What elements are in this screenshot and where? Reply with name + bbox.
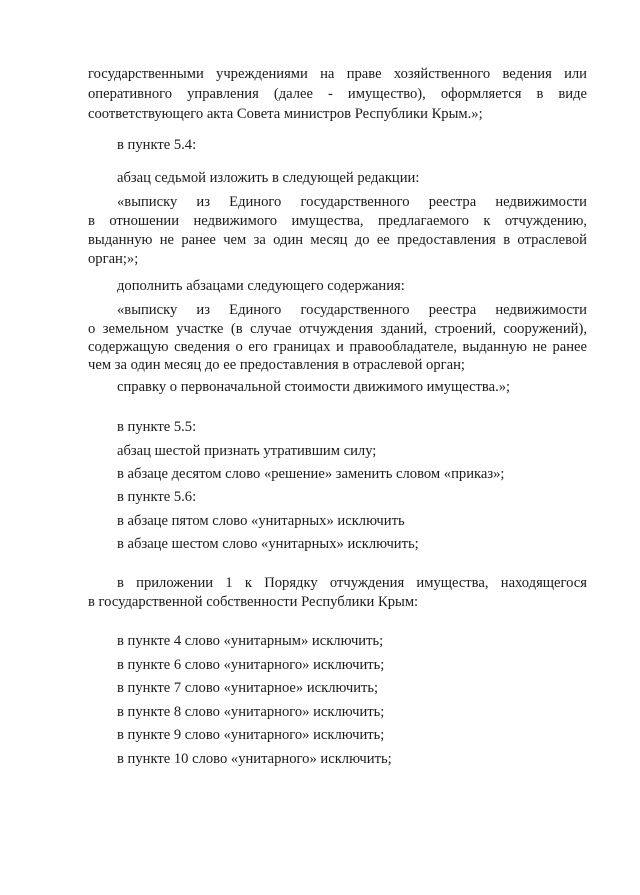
text-line: орган;»; bbox=[88, 251, 139, 267]
text-line: в пункте 9 слово «унитарного» исключить; bbox=[117, 727, 385, 743]
text-line: государственными учреждениями на праве хозяйственного ведения или bbox=[88, 66, 587, 82]
text-line: в пункте 7 слово «унитарное» исключить; bbox=[117, 680, 379, 696]
text-line: в абзаце шестом слово «унитарных» исключить; bbox=[117, 536, 419, 552]
text-line: выданную не ранее чем за один месяц до ее предоставления в отраслевой bbox=[88, 232, 587, 248]
text-line: в пункте 8 слово «унитарного» исключить; bbox=[117, 704, 385, 720]
text-line: в пункте 5.4: bbox=[117, 137, 197, 153]
text-line: в пункте 5.6: bbox=[117, 489, 197, 505]
text-line: соответствующего акта Совета министров Республики Крым.»; bbox=[88, 106, 483, 122]
text-line: в пункте 4 слово «унитарным» исключить; bbox=[117, 633, 384, 649]
text-line: «выписку из Единого государственного реестра недвижимости bbox=[117, 302, 587, 318]
text-line: в пункте 10 слово «унитарного» исключить; bbox=[117, 751, 392, 767]
text-line: абзац шестой признать утратившим силу; bbox=[117, 443, 377, 459]
text-line: дополнить абзацами следующего содержания: bbox=[117, 278, 405, 294]
text-line: о земельном участке (в случае отчуждения зданий, строений, сооружений), bbox=[88, 321, 587, 337]
text-line: в абзаце десятом слово «решение» заменить словом «приказ»; bbox=[117, 466, 505, 482]
text-line: содержащую сведения о его границах и правообладателе, выданную не ранее bbox=[88, 339, 587, 355]
text-line: чем за один месяц до ее предоставления в отраслевой орган; bbox=[88, 357, 465, 373]
text-line: абзац седьмой изложить в следующей редакции: bbox=[117, 170, 420, 186]
text-line: в абзаце пятом слово «унитарных» исключить bbox=[117, 513, 405, 529]
text-line: в пункте 5.5: bbox=[117, 419, 197, 435]
text-line: справку о первоначальной стоимости движимого имущества.»; bbox=[117, 379, 511, 395]
text-line: в приложении 1 к Порядку отчуждения имущества, находящегося bbox=[117, 575, 587, 591]
text-line: в пункте 6 слово «унитарного» исключить; bbox=[117, 657, 385, 673]
text-line: «выписку из Единого государственного реестра недвижимости bbox=[117, 194, 587, 210]
text-line: в отношении недвижимого имущества, предлагаемого к отчуждению, bbox=[88, 213, 587, 229]
text-line: оперативного управления (далее - имущество), оформляется в виде bbox=[88, 86, 587, 102]
text-line: в государственной собственности Республики Крым: bbox=[88, 594, 419, 610]
